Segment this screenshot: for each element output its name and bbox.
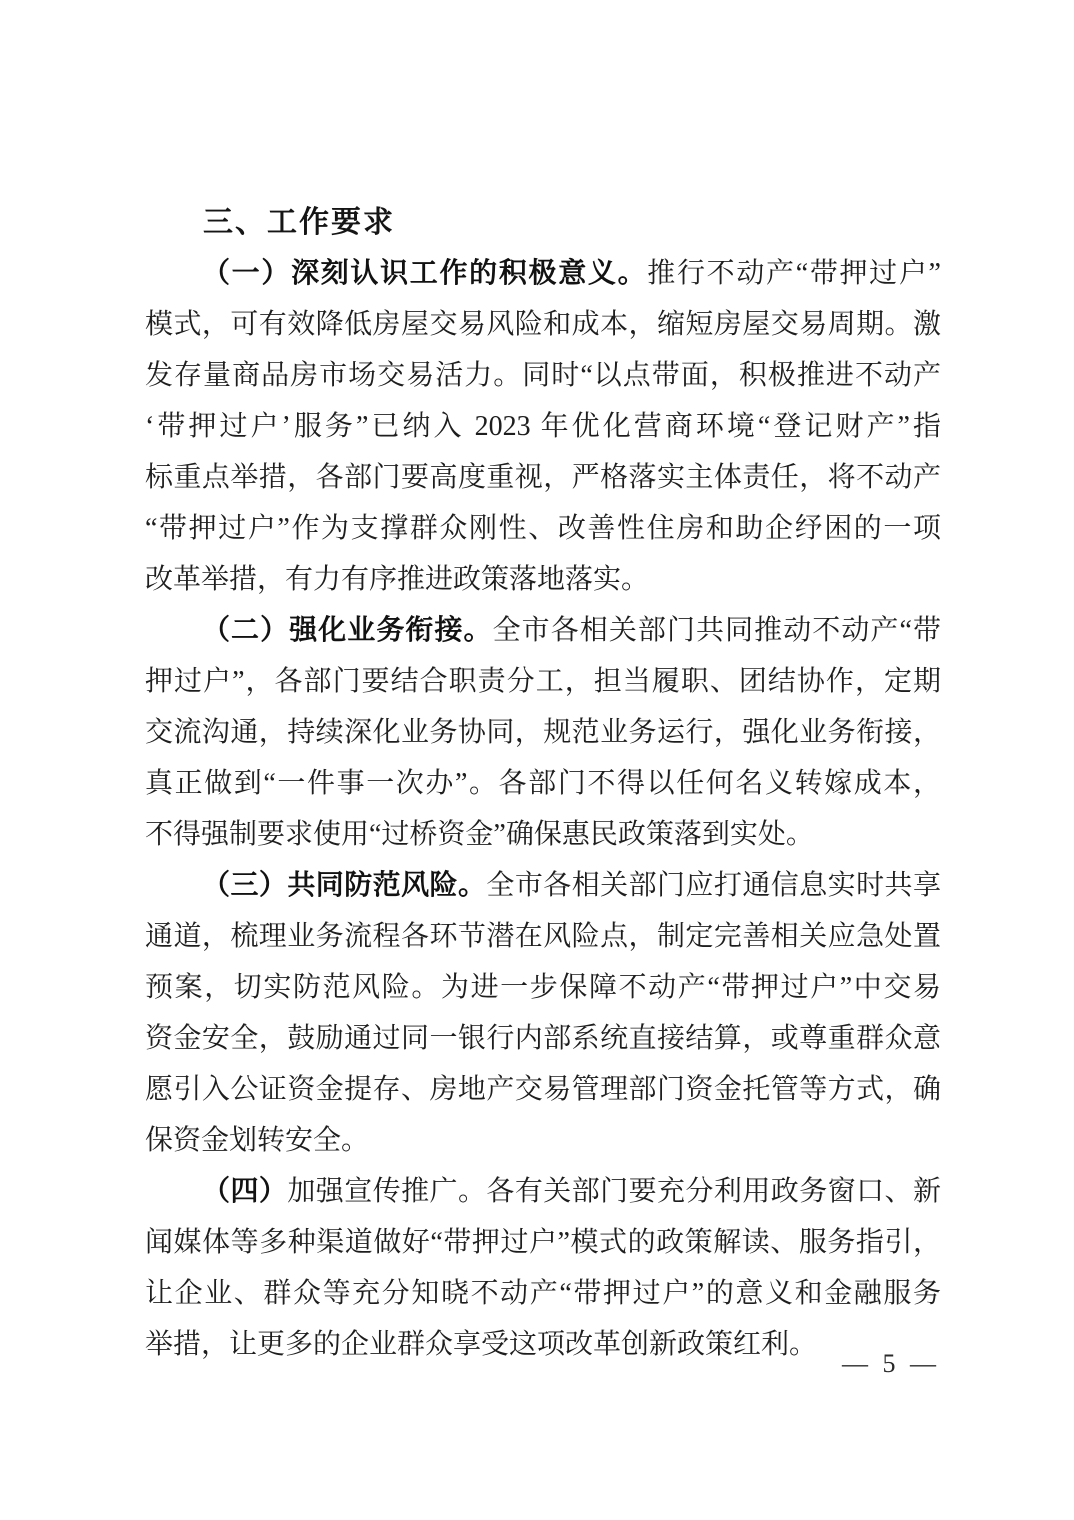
paragraph-line: 模式，可有效降低房屋交易风险和成本，缩短房屋交易周期。激: [145, 309, 941, 340]
paragraph-line: 真正做到“一件事一次办”。各部门不得以任何名义转嫁成本，: [145, 768, 941, 799]
paragraph-1-text: 推行不动产“带押过户”: [647, 258, 941, 289]
paragraph-2-number: （二）: [202, 615, 290, 646]
paragraph-line: 资金安全，鼓励通过同一银行内部系统直接结算，或尊重群众意: [145, 1023, 941, 1054]
paragraph-3-subtitle: 共同防范风险。: [287, 870, 487, 901]
paragraph-line: ‘带押过户’服务”已纳入 2023 年优化营商环境“登记财产”指: [145, 411, 941, 442]
section-heading: 三、工作要求: [203, 206, 395, 239]
paragraph-line: [145, 1166, 941, 1217]
paragraph-4-number: （四）: [202, 1176, 288, 1207]
paragraph-line: 保资金划转安全。: [145, 1125, 370, 1156]
paragraph-line: 不得强制要求使用“过桥资金”确保惠民政策落到实处。: [145, 819, 814, 850]
paragraph-1-number: （一）: [202, 258, 292, 289]
paragraph-line: 举措，让更多的企业群众享受这项改革创新政策红利。: [145, 1329, 818, 1360]
paragraph-2-text: 全市各相关部门共同推动不动产“带: [492, 615, 941, 646]
paragraph-line: 交流沟通，持续深化业务协同，规范业务运行，强化业务衔接，: [145, 717, 941, 748]
paragraph-line: 通道，梳理业务流程各环节潜在风险点，制定完善相关应急处置: [145, 921, 941, 952]
paragraph-4-text: 各有关部门要充分利用政务窗口、新: [486, 1176, 941, 1207]
paragraph-line: [145, 605, 941, 656]
paragraph-4: [145, 1166, 941, 1370]
paragraph-4-subtitle: 加强宣传推广。: [287, 1176, 487, 1207]
paragraph-line: [145, 248, 941, 299]
paragraph-line: [145, 860, 941, 911]
paragraph-2: [145, 605, 941, 860]
paragraph-line: 押过户”，各部门要结合职责分工，担当履职、团结协作，定期: [145, 666, 941, 697]
paragraph-line: 让企业、群众等充分知晓不动产“带押过户”的意义和金融服务: [145, 1278, 941, 1309]
paragraph-1: [145, 248, 941, 605]
paragraph-2-subtitle: 强化业务衔接。: [289, 615, 493, 646]
paragraph-1-subtitle: 深刻认识工作的积极意义。: [291, 258, 648, 289]
paragraph-line: 闻媒体等多种渠道做好“带押过户”模式的政策解读、服务指引，: [145, 1227, 941, 1258]
document-body: [145, 197, 941, 1370]
paragraph-3: [145, 860, 941, 1166]
paragraph-line: 发存量商品房市场交易活力。同时“以点带面，积极推进不动产: [145, 360, 941, 391]
paragraph-line: 改革举措，有力有序推进政策落地落实。: [145, 564, 650, 595]
paragraph-line: 愿引入公证资金提存、房地产交易管理部门资金托管等方式，确: [145, 1074, 941, 1105]
paragraph-line: “带押过户”作为支撑群众刚性、改善性住房和助企纾困的一项: [145, 513, 941, 544]
paragraph-3-number: （三）: [202, 870, 288, 901]
paragraph-3-text: 全市各相关部门应打通信息实时共享: [486, 870, 941, 901]
paragraph-line: 标重点举措，各部门要高度重视，严格落实主体责任，将不动产: [145, 462, 941, 493]
paragraph-line: 预案，切实防范风险。为进一步保障不动产“带押过户”中交易: [145, 972, 941, 1003]
page-number: — 5 —: [842, 1349, 940, 1378]
